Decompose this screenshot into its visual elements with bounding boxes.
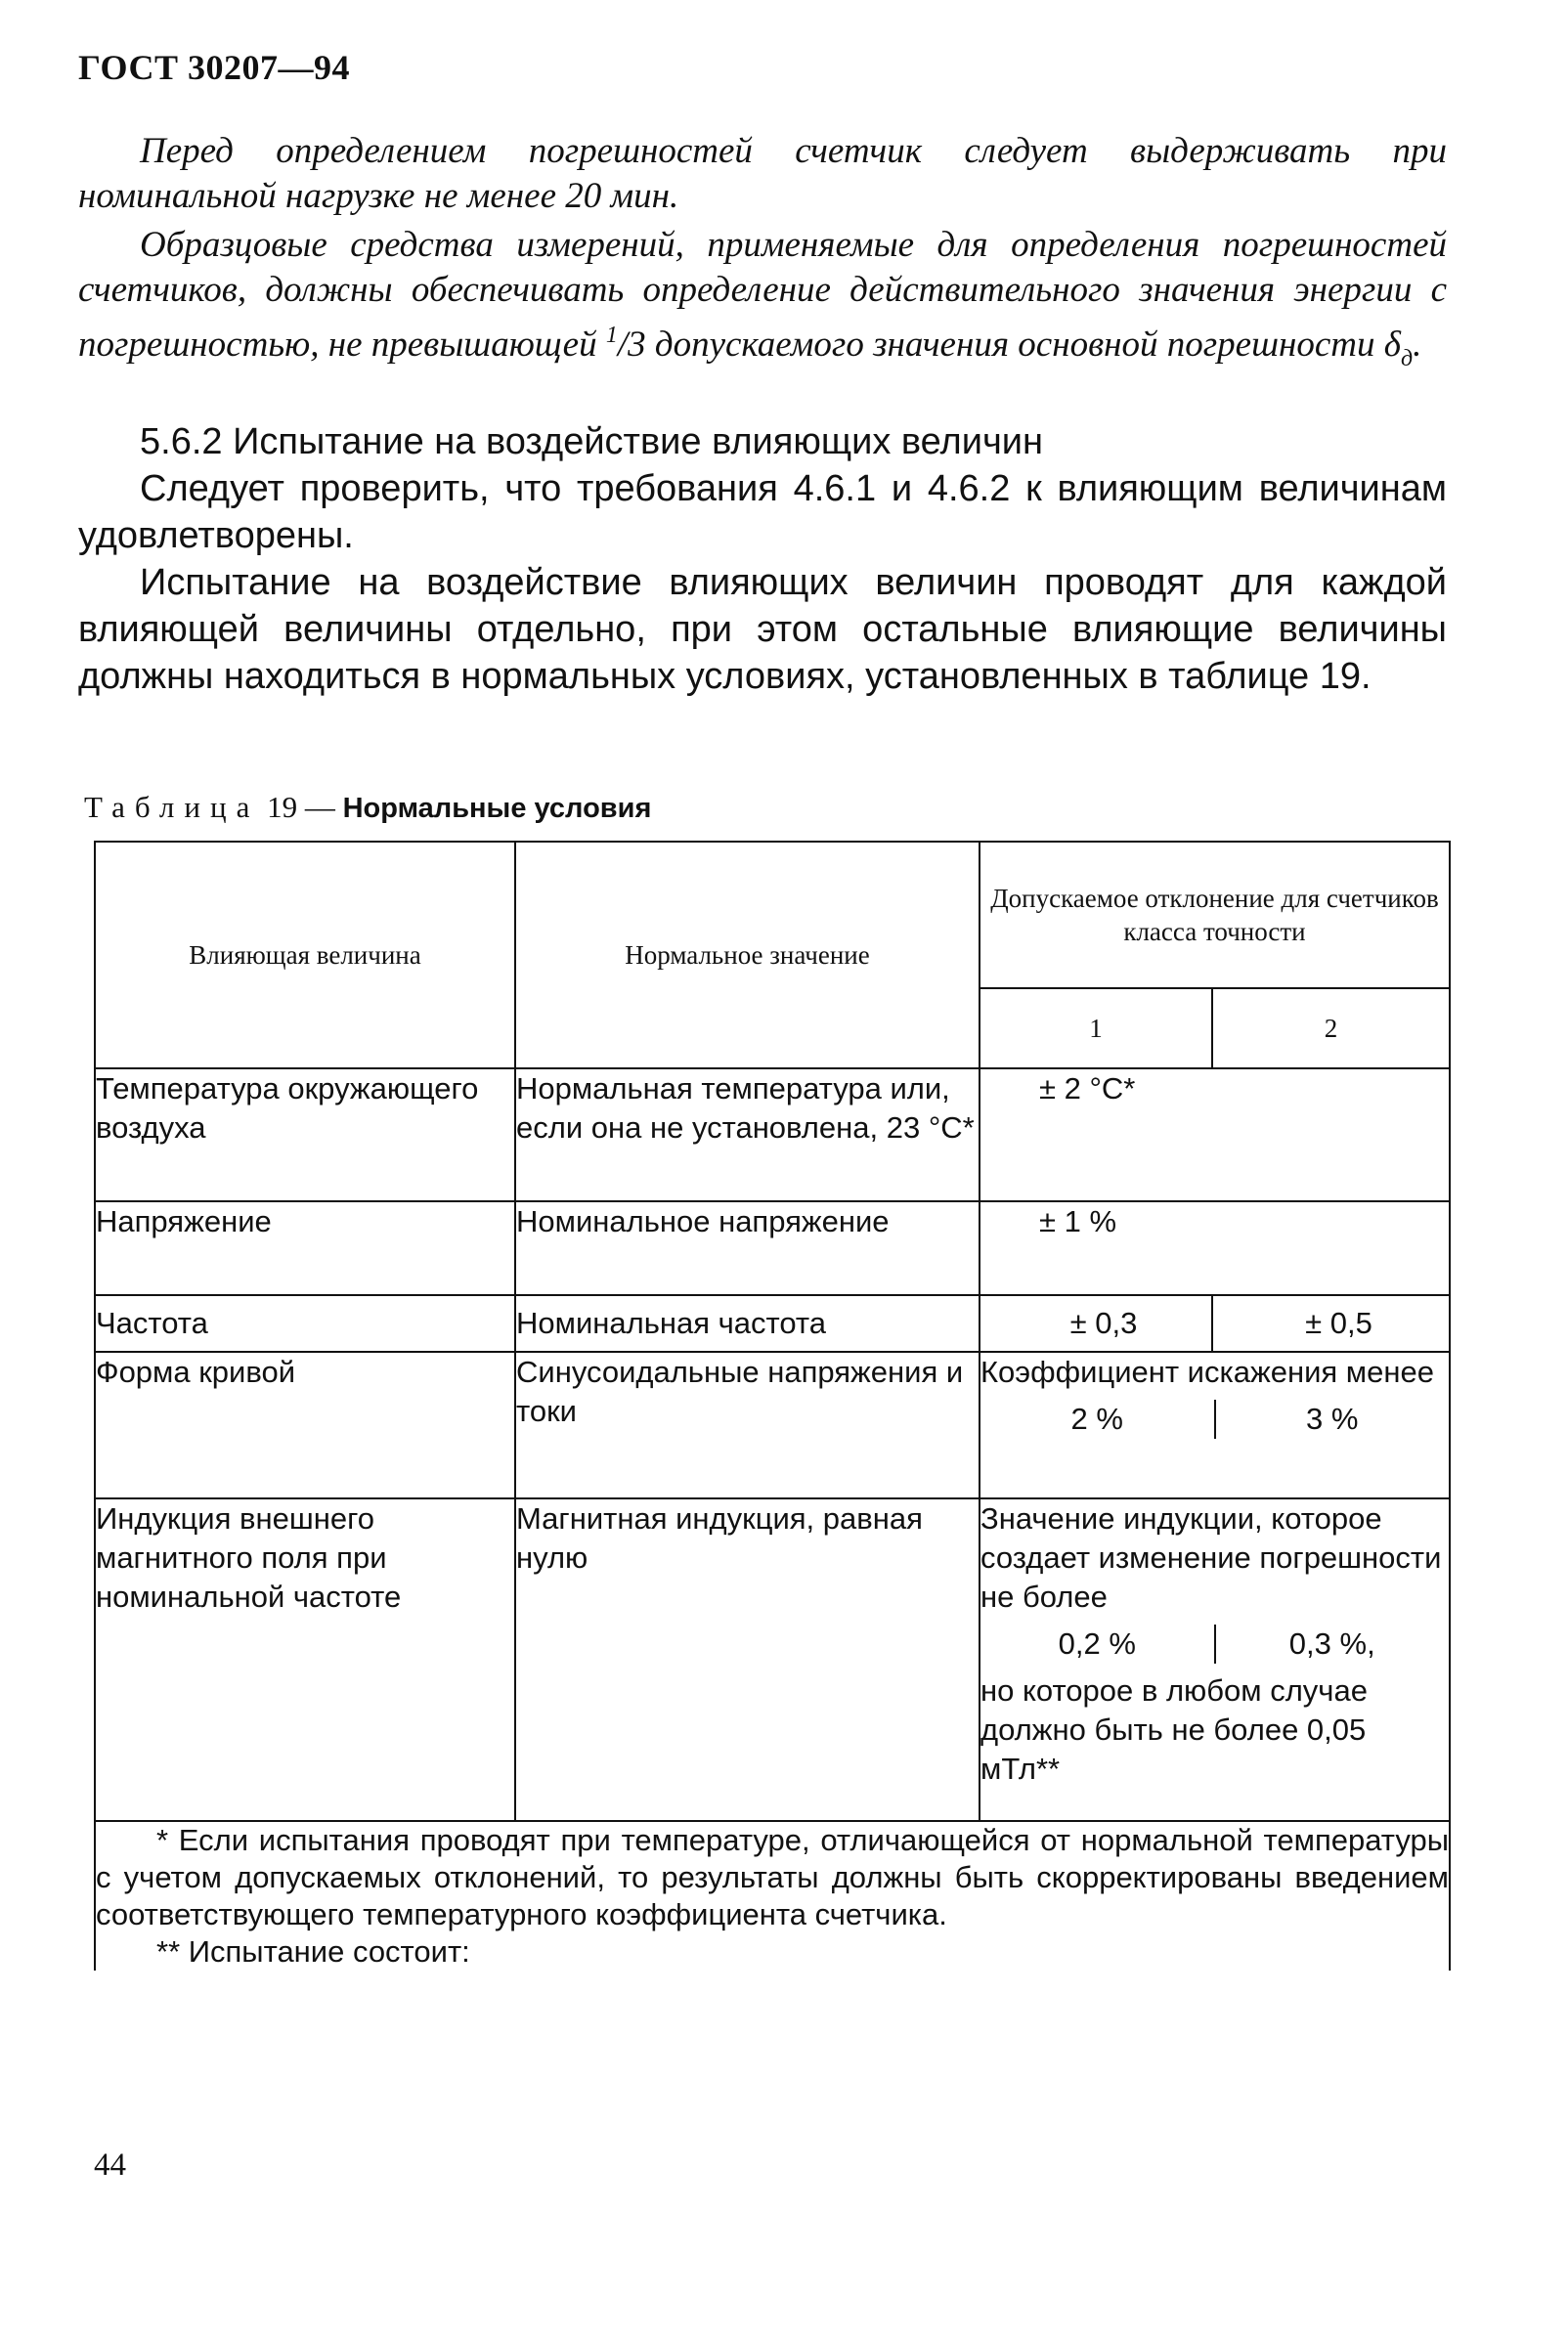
fraction-denominator: /3: [617, 325, 646, 365]
footnote-test: ** Испытание состоит:: [156, 1934, 470, 1969]
normal-conditions-table: [94, 841, 1451, 1971]
table-row: [95, 1068, 1450, 1201]
fraction-numerator: 1: [605, 323, 618, 348]
footnote-temperature: * Если испытания проводят при температуре, отличающейся от нормальной температуры с учетом допускаемых отклонений, то результаты должны быть скорректированы введением соответствующего температурного коэффициента счетчика.: [96, 1823, 1449, 1931]
deviation-values: [980, 1400, 1449, 1439]
paragraph-warmup: Перед определением погрешностей счетчик следует выдерживать при номинальной нагрузке не менее 20 мин.: [78, 131, 1447, 216]
header-class-2: 2: [1212, 988, 1450, 1068]
cell-deviation-class-1: ± 0,3: [980, 1295, 1212, 1352]
table-row: [95, 1201, 1450, 1295]
paragraph-requirements: Следует проверить, что требования 4.6.1 и 4.6.2 к влияющим величинам удовлетворены.: [78, 468, 1447, 556]
paragraph-test-procedure: Испытание на воздействие влияющих величин проводят для каждой влияющей величины отдельно, при этом остальные влияющие величины должны находиться в нормальных условиях, установленных в таблице 19.: [78, 562, 1447, 697]
header-class-1: 1: [980, 988, 1212, 1068]
cell-quantity: Частота: [95, 1295, 515, 1352]
table-footnotes: [95, 1821, 1450, 1971]
deviation-class-1: 0,2 %: [980, 1625, 1216, 1664]
cell-deviation: ± 1 %: [980, 1201, 1450, 1295]
cell-quantity: Форма кривой: [95, 1352, 515, 1498]
table-caption-title: Нормальные условия: [342, 793, 652, 824]
header-allowed-deviation: Допускаемое отклонение для счетчиков класса точности: [980, 842, 1450, 988]
deviation-description: Значение индукции, которое создает изменение погрешности не более: [980, 1501, 1442, 1614]
table-caption-prefix: Таблица: [84, 790, 260, 824]
table-caption: [84, 790, 651, 825]
cell-quantity: Температура окружающего воздуха: [95, 1068, 515, 1201]
deviation-limit: но которое в любом случае должно быть не более 0,05 мТл**: [980, 1673, 1368, 1786]
cell-quantity: Напряжение: [95, 1201, 515, 1295]
deviation-class-2: 0,3 %,: [1288, 1626, 1375, 1661]
cell-quantity: Индукция внешнего магнитного поля при номинальной частоте: [95, 1498, 515, 1821]
cell-deviation: ± 2 °С*: [980, 1068, 1450, 1201]
paragraph-end: .: [1413, 325, 1422, 365]
paragraph-reference-instruments: [78, 223, 1447, 381]
table-caption-number: 19 —: [259, 790, 343, 824]
page-number: 44: [94, 2147, 126, 2183]
cell-deviation: [980, 1498, 1450, 1821]
deviation-values: [980, 1625, 1449, 1664]
deviation-class-1: 2 %: [980, 1400, 1216, 1439]
paragraph-text: Образцовые средства измерений, применяемые для определения погрешностей счетчиков, должны обеспечивать определение действительного значения энергии с погрешностью, не превышающей: [78, 225, 1447, 365]
cell-deviation-class-2: ± 0,5: [1212, 1295, 1450, 1352]
table-row: [95, 1498, 1450, 1821]
cell-normal: Синусоидальные напряжения и токи: [515, 1352, 980, 1498]
cell-normal: Номинальное напряжение: [515, 1201, 980, 1295]
delta-subscript: д: [1400, 346, 1414, 371]
cell-normal: Номинальная частота: [515, 1295, 980, 1352]
cell-normal: Нормальная температура или, если она не установлена, 23 °С*: [515, 1068, 980, 1201]
document-header: ГОСТ 30207—94: [78, 48, 350, 87]
table-row: [95, 1295, 1450, 1352]
cell-normal: Магнитная индукция, равная нулю: [515, 1498, 980, 1821]
cell-deviation: [980, 1352, 1450, 1498]
header-influence-quantity: Влияющая величина: [95, 842, 515, 1068]
table-footnotes-row: [95, 1821, 1450, 1971]
table-row: [95, 1352, 1450, 1498]
deviation-description: Коэффициент искажения менее: [980, 1355, 1434, 1389]
section-heading-5-6-2: 5.6.2 Испытание на воздействие влияющих величин: [140, 421, 1043, 462]
deviation-class-2: 3 %: [1306, 1402, 1359, 1436]
paragraph-text-cont: допускаемого значения основной погрешности δ: [645, 325, 1401, 365]
header-normal-value: Нормальное значение: [515, 842, 980, 1068]
